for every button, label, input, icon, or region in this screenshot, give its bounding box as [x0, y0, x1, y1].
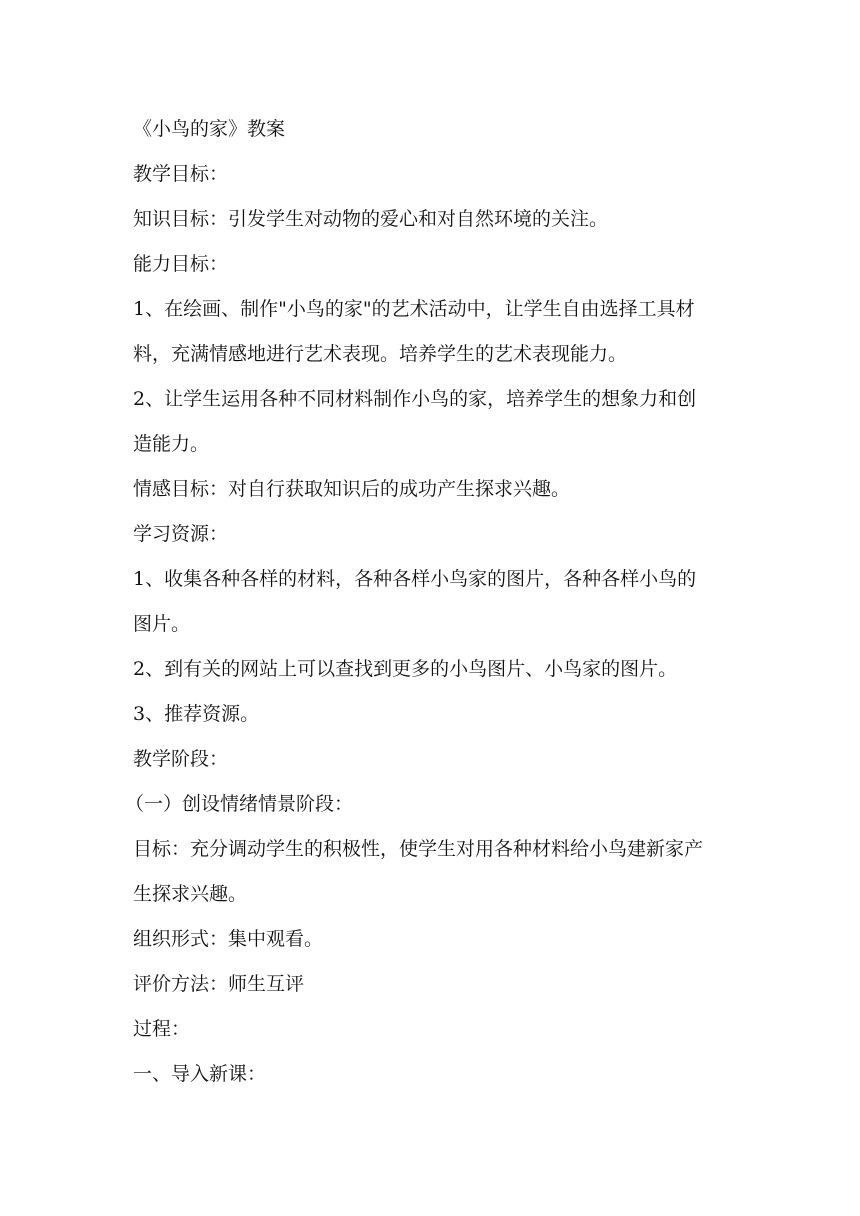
stage-1-heading: （一）创设情绪情景阶段： — [125, 793, 354, 815]
resource-1-line-2: 图片。 — [133, 613, 191, 635]
stage-1-goal-line-2: 生探求兴趣。 — [133, 883, 248, 905]
resource-1-line-1: 1、收集各种各样的材料，各种各样小鸟家的图片，各种各样小鸟的 — [133, 568, 697, 590]
document-title: 《小鸟的家》教案 — [133, 118, 286, 140]
emotion-goal: 情感目标：对自行获取知识后的成功产生探求兴趣。 — [133, 478, 571, 500]
heading-ability-goals: 能力目标： — [133, 253, 229, 275]
ability-goal-2-line-1: 2、让学生运用各种不同材料制作小鸟的家，培养学生的想象力和创 — [133, 388, 697, 410]
heading-process: 过程： — [133, 1018, 191, 1040]
ability-goal-2-line-2: 造能力。 — [133, 433, 210, 455]
knowledge-goal: 知识目标：引发学生对动物的爱心和对自然环境的关注。 — [133, 208, 609, 230]
evaluation-method: 评价方法：师生互评 — [133, 973, 305, 995]
resource-2: 2、到有关的网站上可以查找到更多的小鸟图片、小鸟家的图片。 — [133, 658, 678, 680]
organization-form: 组织形式：集中观看。 — [133, 928, 324, 950]
heading-teaching-stages: 教学阶段： — [133, 748, 229, 770]
stage-1-goal-line-1: 目标：充分调动学生的积极性，使学生对用各种材料给小鸟建新家产 — [133, 838, 704, 860]
ability-goal-1-line-1: 1、在绘画、制作"小鸟的家"的艺术活动中，让学生自由选择工具材 — [133, 298, 695, 320]
resource-3: 3、推荐资源。 — [133, 703, 260, 725]
step-1-introduce-lesson: 一、导入新课： — [133, 1063, 267, 1085]
heading-learning-resources: 学习资源： — [133, 523, 229, 545]
ability-goal-1-line-2: 料，充满情感地进行艺术表现。培养学生的艺术表现能力。 — [133, 343, 628, 365]
heading-teaching-goals: 教学目标： — [133, 163, 229, 185]
